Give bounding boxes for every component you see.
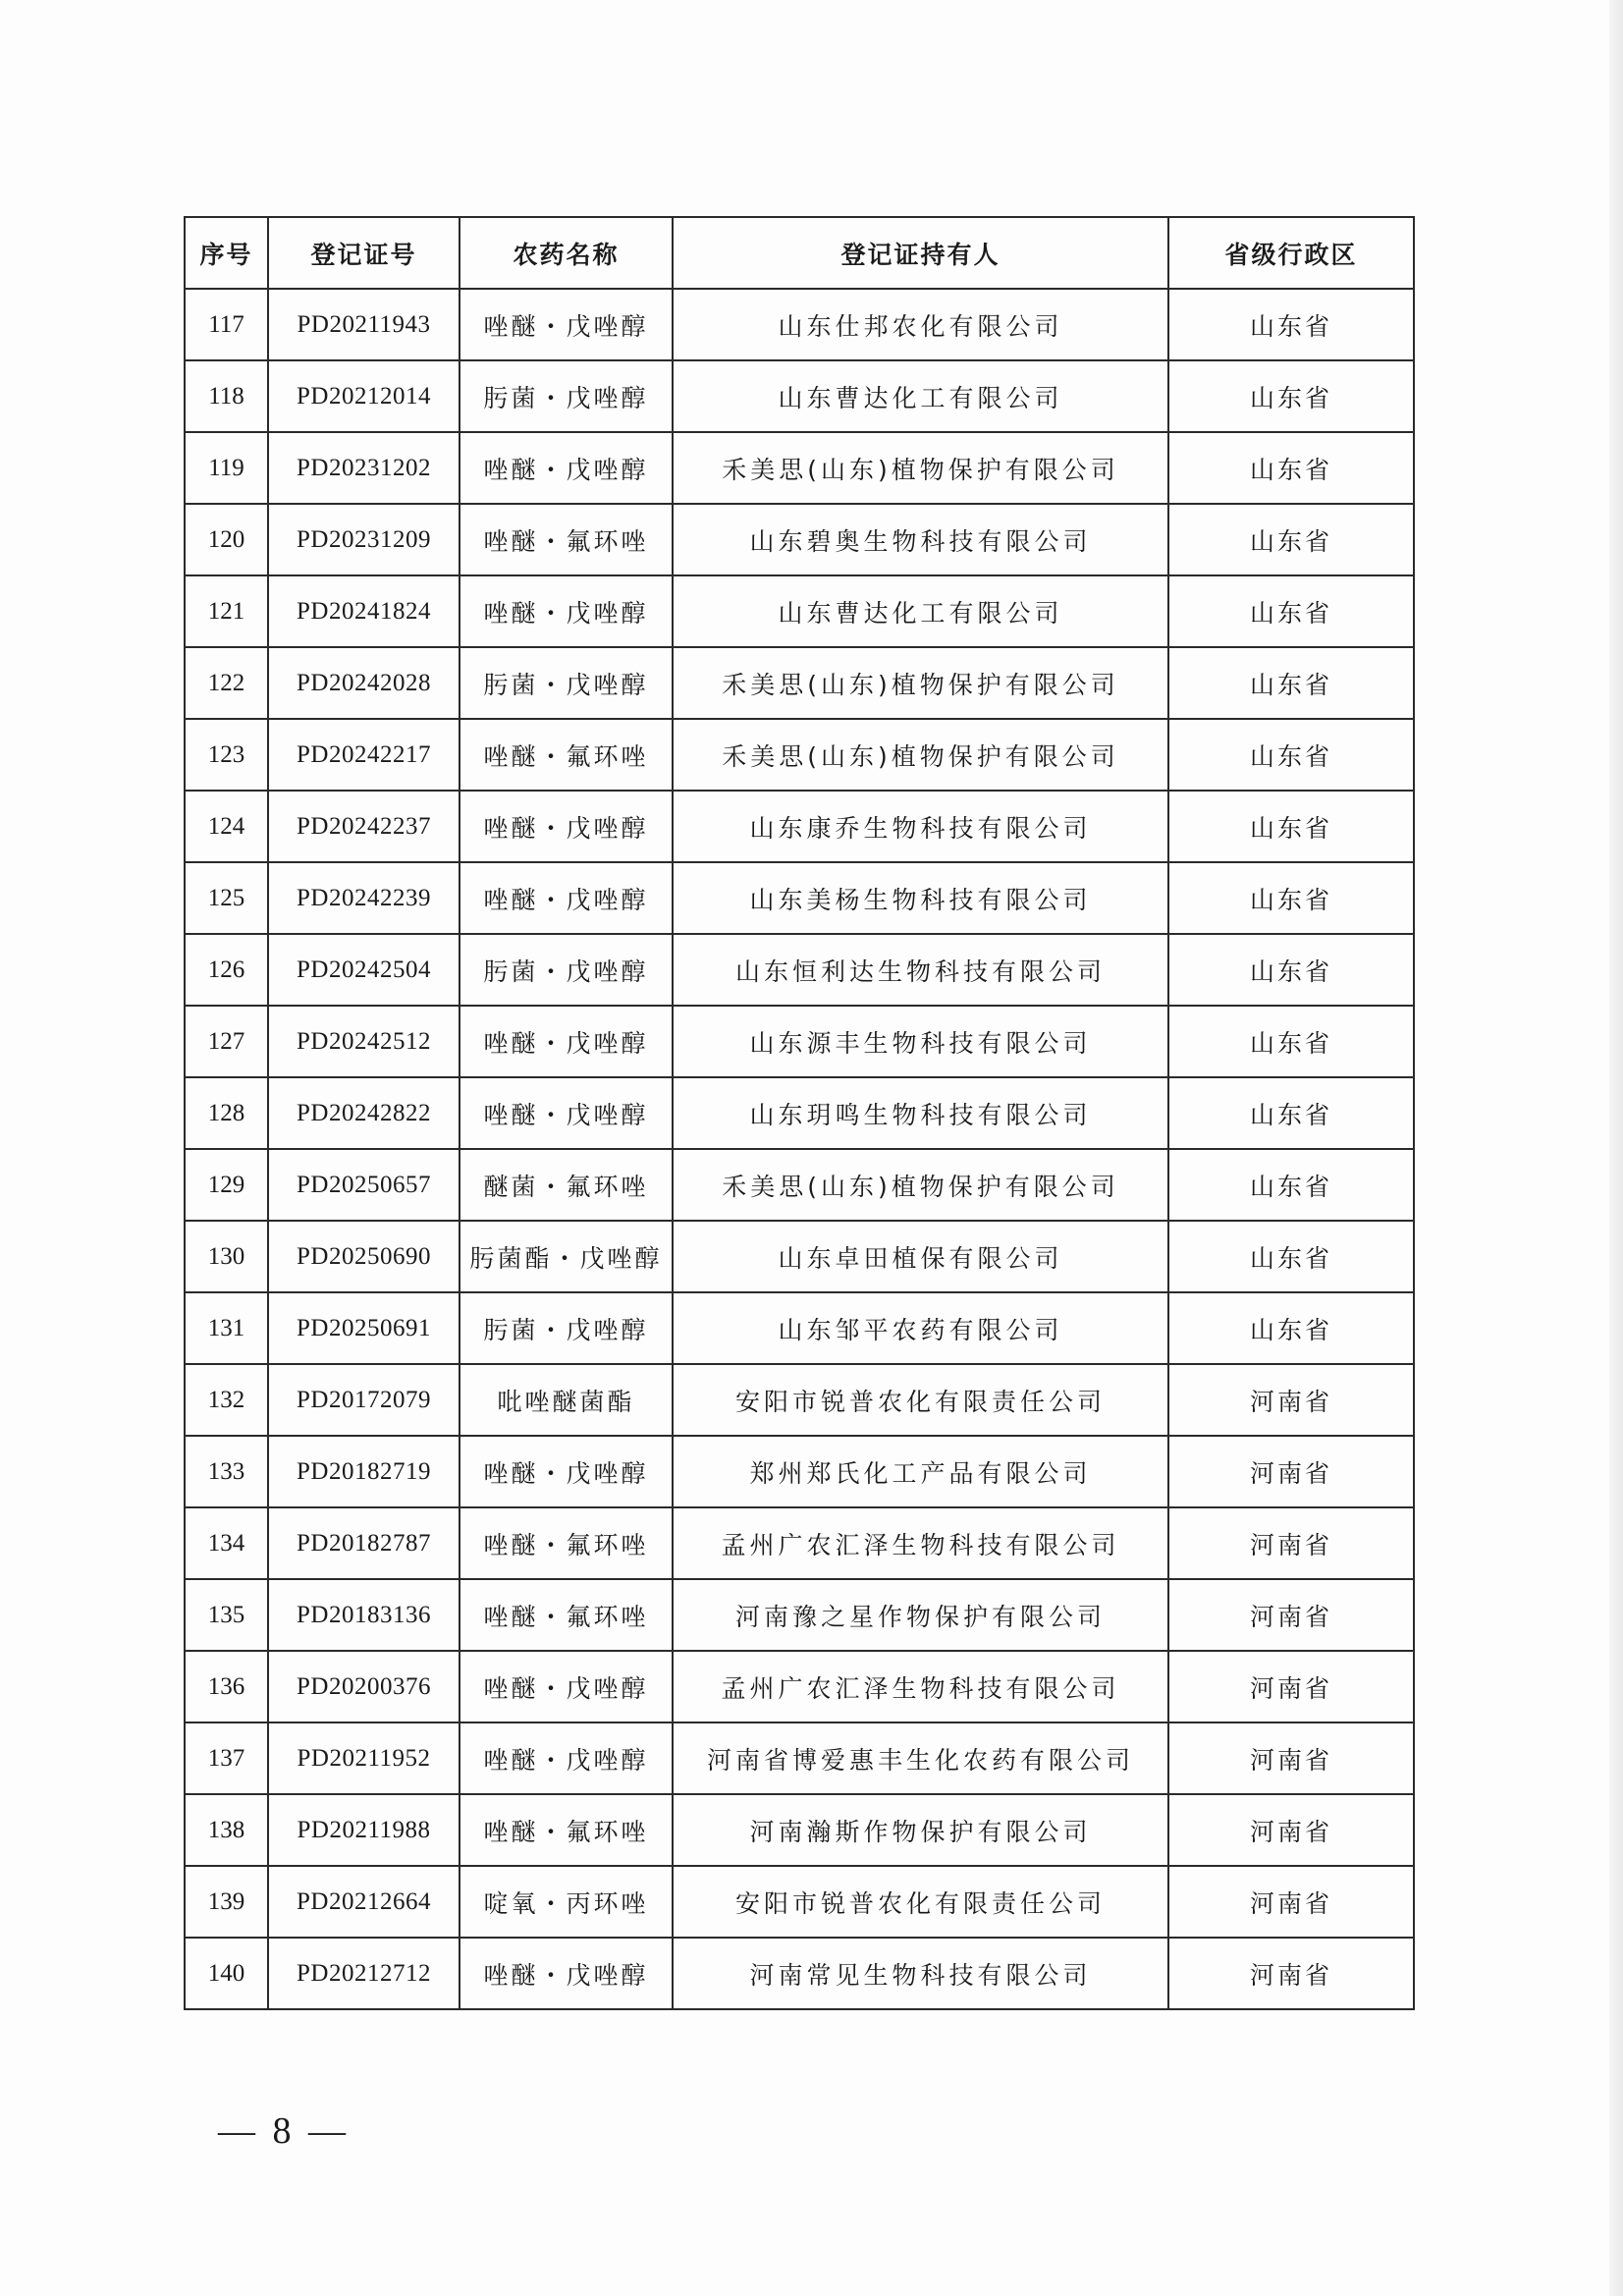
cell-seq: 137 <box>185 1722 268 1794</box>
table-row <box>185 1507 1414 1579</box>
cell-holder: 山东康乔生物科技有限公司 <box>673 791 1168 862</box>
cell-seq: 129 <box>185 1149 268 1221</box>
table-row <box>185 1938 1414 2009</box>
table-header-row <box>185 217 1414 289</box>
cell-pesticide-name: 唑醚・戊唑醇 <box>460 432 673 504</box>
cell-region: 山东省 <box>1168 1006 1414 1077</box>
table-row <box>185 1794 1414 1866</box>
cell-seq: 135 <box>185 1579 268 1651</box>
cell-cert-no: PD20242512 <box>268 1006 460 1077</box>
cell-seq: 131 <box>185 1292 268 1364</box>
cell-region: 山东省 <box>1168 575 1414 647</box>
cell-region: 河南省 <box>1168 1722 1414 1794</box>
header-seq: 序号 <box>185 217 268 289</box>
cell-cert-no: PD20231209 <box>268 504 460 575</box>
scan-edge-shadow <box>1609 0 1623 2296</box>
cell-region: 河南省 <box>1168 1794 1414 1866</box>
cell-cert-no: PD20242237 <box>268 791 460 862</box>
cell-seq: 126 <box>185 934 268 1006</box>
cell-cert-no: PD20250657 <box>268 1149 460 1221</box>
cell-cert-no: PD20211943 <box>268 289 460 360</box>
cell-region: 山东省 <box>1168 934 1414 1006</box>
cell-pesticide-name: 肟菌・戊唑醇 <box>460 1292 673 1364</box>
cell-pesticide-name: 肟菌・戊唑醇 <box>460 647 673 719</box>
cell-pesticide-name: 唑醚・戊唑醇 <box>460 862 673 934</box>
cell-seq: 125 <box>185 862 268 934</box>
cell-cert-no: PD20211988 <box>268 1794 460 1866</box>
cell-holder: 山东玥鸣生物科技有限公司 <box>673 1077 1168 1149</box>
cell-holder: 安阳市锐普农化有限责任公司 <box>673 1364 1168 1436</box>
cell-region: 河南省 <box>1168 1866 1414 1938</box>
cell-pesticide-name: 唑醚・戊唑醇 <box>460 791 673 862</box>
cell-holder: 山东曹达化工有限公司 <box>673 360 1168 432</box>
cell-cert-no: PD20212664 <box>268 1866 460 1938</box>
table-row <box>185 360 1414 432</box>
cell-pesticide-name: 肟菌・戊唑醇 <box>460 934 673 1006</box>
cell-pesticide-name: 醚菌・氟环唑 <box>460 1149 673 1221</box>
cell-holder: 河南豫之星作物保护有限公司 <box>673 1579 1168 1651</box>
cell-cert-no: PD20200376 <box>268 1651 460 1722</box>
cell-holder: 山东卓田植保有限公司 <box>673 1221 1168 1292</box>
table-row <box>185 862 1414 934</box>
table-row <box>185 1077 1414 1149</box>
cell-region: 山东省 <box>1168 289 1414 360</box>
cell-seq: 118 <box>185 360 268 432</box>
cell-region: 山东省 <box>1168 1221 1414 1292</box>
cell-pesticide-name: 唑醚・戊唑醇 <box>460 1077 673 1149</box>
table-row <box>185 1364 1414 1436</box>
cell-region: 山东省 <box>1168 504 1414 575</box>
cell-cert-no: PD20242504 <box>268 934 460 1006</box>
page-number: — 8 — <box>218 2110 350 2152</box>
cell-pesticide-name: 肟菌酯・戊唑醇 <box>460 1221 673 1292</box>
cell-region: 河南省 <box>1168 1651 1414 1722</box>
cell-seq: 130 <box>185 1221 268 1292</box>
cell-cert-no: PD20242028 <box>268 647 460 719</box>
cell-seq: 133 <box>185 1436 268 1507</box>
cell-pesticide-name: 肟菌・戊唑醇 <box>460 360 673 432</box>
cell-seq: 127 <box>185 1006 268 1077</box>
table-row <box>185 1651 1414 1722</box>
cell-region: 河南省 <box>1168 1938 1414 2009</box>
cell-region: 山东省 <box>1168 432 1414 504</box>
header-holder: 登记证持有人 <box>673 217 1168 289</box>
cell-seq: 132 <box>185 1364 268 1436</box>
cell-region: 河南省 <box>1168 1579 1414 1651</box>
cell-seq: 128 <box>185 1077 268 1149</box>
cell-region: 山东省 <box>1168 647 1414 719</box>
table-row <box>185 1292 1414 1364</box>
cell-holder: 山东恒利达生物科技有限公司 <box>673 934 1168 1006</box>
cell-cert-no: PD20172079 <box>268 1364 460 1436</box>
cell-holder: 山东仕邦农化有限公司 <box>673 289 1168 360</box>
cell-cert-no: PD20242822 <box>268 1077 460 1149</box>
cell-cert-no: PD20241824 <box>268 575 460 647</box>
table-row <box>185 1436 1414 1507</box>
cell-holder: 河南常见生物科技有限公司 <box>673 1938 1168 2009</box>
table-row <box>185 1722 1414 1794</box>
cell-pesticide-name: 唑醚・氟环唑 <box>460 1794 673 1866</box>
cell-holder: 禾美思(山东)植物保护有限公司 <box>673 719 1168 791</box>
cell-holder: 禾美思(山东)植物保护有限公司 <box>673 647 1168 719</box>
table-row <box>185 1221 1414 1292</box>
cell-holder: 安阳市锐普农化有限责任公司 <box>673 1866 1168 1938</box>
cell-region: 山东省 <box>1168 1077 1414 1149</box>
cell-cert-no: PD20242239 <box>268 862 460 934</box>
cell-seq: 120 <box>185 504 268 575</box>
cell-pesticide-name: 唑醚・戊唑醇 <box>460 1722 673 1794</box>
cell-pesticide-name: 啶氧・丙环唑 <box>460 1866 673 1938</box>
cell-holder: 孟州广农汇泽生物科技有限公司 <box>673 1651 1168 1722</box>
cell-pesticide-name: 唑醚・戊唑醇 <box>460 575 673 647</box>
table-row <box>185 1866 1414 1938</box>
table-row <box>185 1579 1414 1651</box>
cell-cert-no: PD20250690 <box>268 1221 460 1292</box>
table-row <box>185 934 1414 1006</box>
cell-pesticide-name: 唑醚・戊唑醇 <box>460 289 673 360</box>
cell-holder: 河南省博爱惠丰生化农药有限公司 <box>673 1722 1168 1794</box>
cell-holder: 山东曹达化工有限公司 <box>673 575 1168 647</box>
header-region: 省级行政区 <box>1168 217 1414 289</box>
cell-holder: 禾美思(山东)植物保护有限公司 <box>673 432 1168 504</box>
cell-cert-no: PD20212712 <box>268 1938 460 2009</box>
cell-pesticide-name: 唑醚・氟环唑 <box>460 1579 673 1651</box>
cell-pesticide-name: 唑醚・戊唑醇 <box>460 1938 673 2009</box>
cell-holder: 山东碧奥生物科技有限公司 <box>673 504 1168 575</box>
cell-pesticide-name: 唑醚・氟环唑 <box>460 1507 673 1579</box>
cell-cert-no: PD20211952 <box>268 1722 460 1794</box>
cell-pesticide-name: 唑醚・氟环唑 <box>460 504 673 575</box>
cell-pesticide-name: 唑醚・氟环唑 <box>460 719 673 791</box>
cell-seq: 139 <box>185 1866 268 1938</box>
cell-cert-no: PD20212014 <box>268 360 460 432</box>
cell-region: 山东省 <box>1168 1292 1414 1364</box>
cell-pesticide-name: 唑醚・戊唑醇 <box>460 1651 673 1722</box>
cell-seq: 136 <box>185 1651 268 1722</box>
table-row <box>185 647 1414 719</box>
cell-holder: 河南瀚斯作物保护有限公司 <box>673 1794 1168 1866</box>
table-row <box>185 289 1414 360</box>
cell-seq: 122 <box>185 647 268 719</box>
cell-seq: 121 <box>185 575 268 647</box>
cell-region: 山东省 <box>1168 360 1414 432</box>
header-pesticide-name: 农药名称 <box>460 217 673 289</box>
cell-holder: 禾美思(山东)植物保护有限公司 <box>673 1149 1168 1221</box>
cell-seq: 117 <box>185 289 268 360</box>
cell-pesticide-name: 吡唑醚菌酯 <box>460 1364 673 1436</box>
cell-region: 河南省 <box>1168 1436 1414 1507</box>
table-row <box>185 1149 1414 1221</box>
cell-holder: 山东美杨生物科技有限公司 <box>673 862 1168 934</box>
cell-cert-no: PD20183136 <box>268 1579 460 1651</box>
cell-holder: 山东邹平农药有限公司 <box>673 1292 1168 1364</box>
table-row <box>185 432 1414 504</box>
cell-cert-no: PD20231202 <box>268 432 460 504</box>
cell-cert-no: PD20182787 <box>268 1507 460 1579</box>
table-row <box>185 575 1414 647</box>
cell-seq: 119 <box>185 432 268 504</box>
cell-seq: 138 <box>185 1794 268 1866</box>
cell-seq: 134 <box>185 1507 268 1579</box>
cell-region: 山东省 <box>1168 719 1414 791</box>
table-row <box>185 719 1414 791</box>
table-row <box>185 504 1414 575</box>
table-body <box>185 289 1414 2009</box>
cell-holder: 郑州郑氏化工产品有限公司 <box>673 1436 1168 1507</box>
cell-region: 山东省 <box>1168 791 1414 862</box>
cell-seq: 124 <box>185 791 268 862</box>
cell-cert-no: PD20242217 <box>268 719 460 791</box>
cell-pesticide-name: 唑醚・戊唑醇 <box>460 1436 673 1507</box>
cell-holder: 孟州广农汇泽生物科技有限公司 <box>673 1507 1168 1579</box>
cell-seq: 123 <box>185 719 268 791</box>
table-row <box>185 1006 1414 1077</box>
cell-region: 河南省 <box>1168 1507 1414 1579</box>
cell-cert-no: PD20250691 <box>268 1292 460 1364</box>
pesticide-registration-table <box>184 216 1415 2010</box>
cell-region: 山东省 <box>1168 1149 1414 1221</box>
cell-region: 河南省 <box>1168 1364 1414 1436</box>
cell-pesticide-name: 唑醚・戊唑醇 <box>460 1006 673 1077</box>
cell-cert-no: PD20182719 <box>268 1436 460 1507</box>
cell-region: 山东省 <box>1168 862 1414 934</box>
table-row <box>185 791 1414 862</box>
cell-seq: 140 <box>185 1938 268 2009</box>
header-cert-no: 登记证号 <box>268 217 460 289</box>
cell-holder: 山东源丰生物科技有限公司 <box>673 1006 1168 1077</box>
